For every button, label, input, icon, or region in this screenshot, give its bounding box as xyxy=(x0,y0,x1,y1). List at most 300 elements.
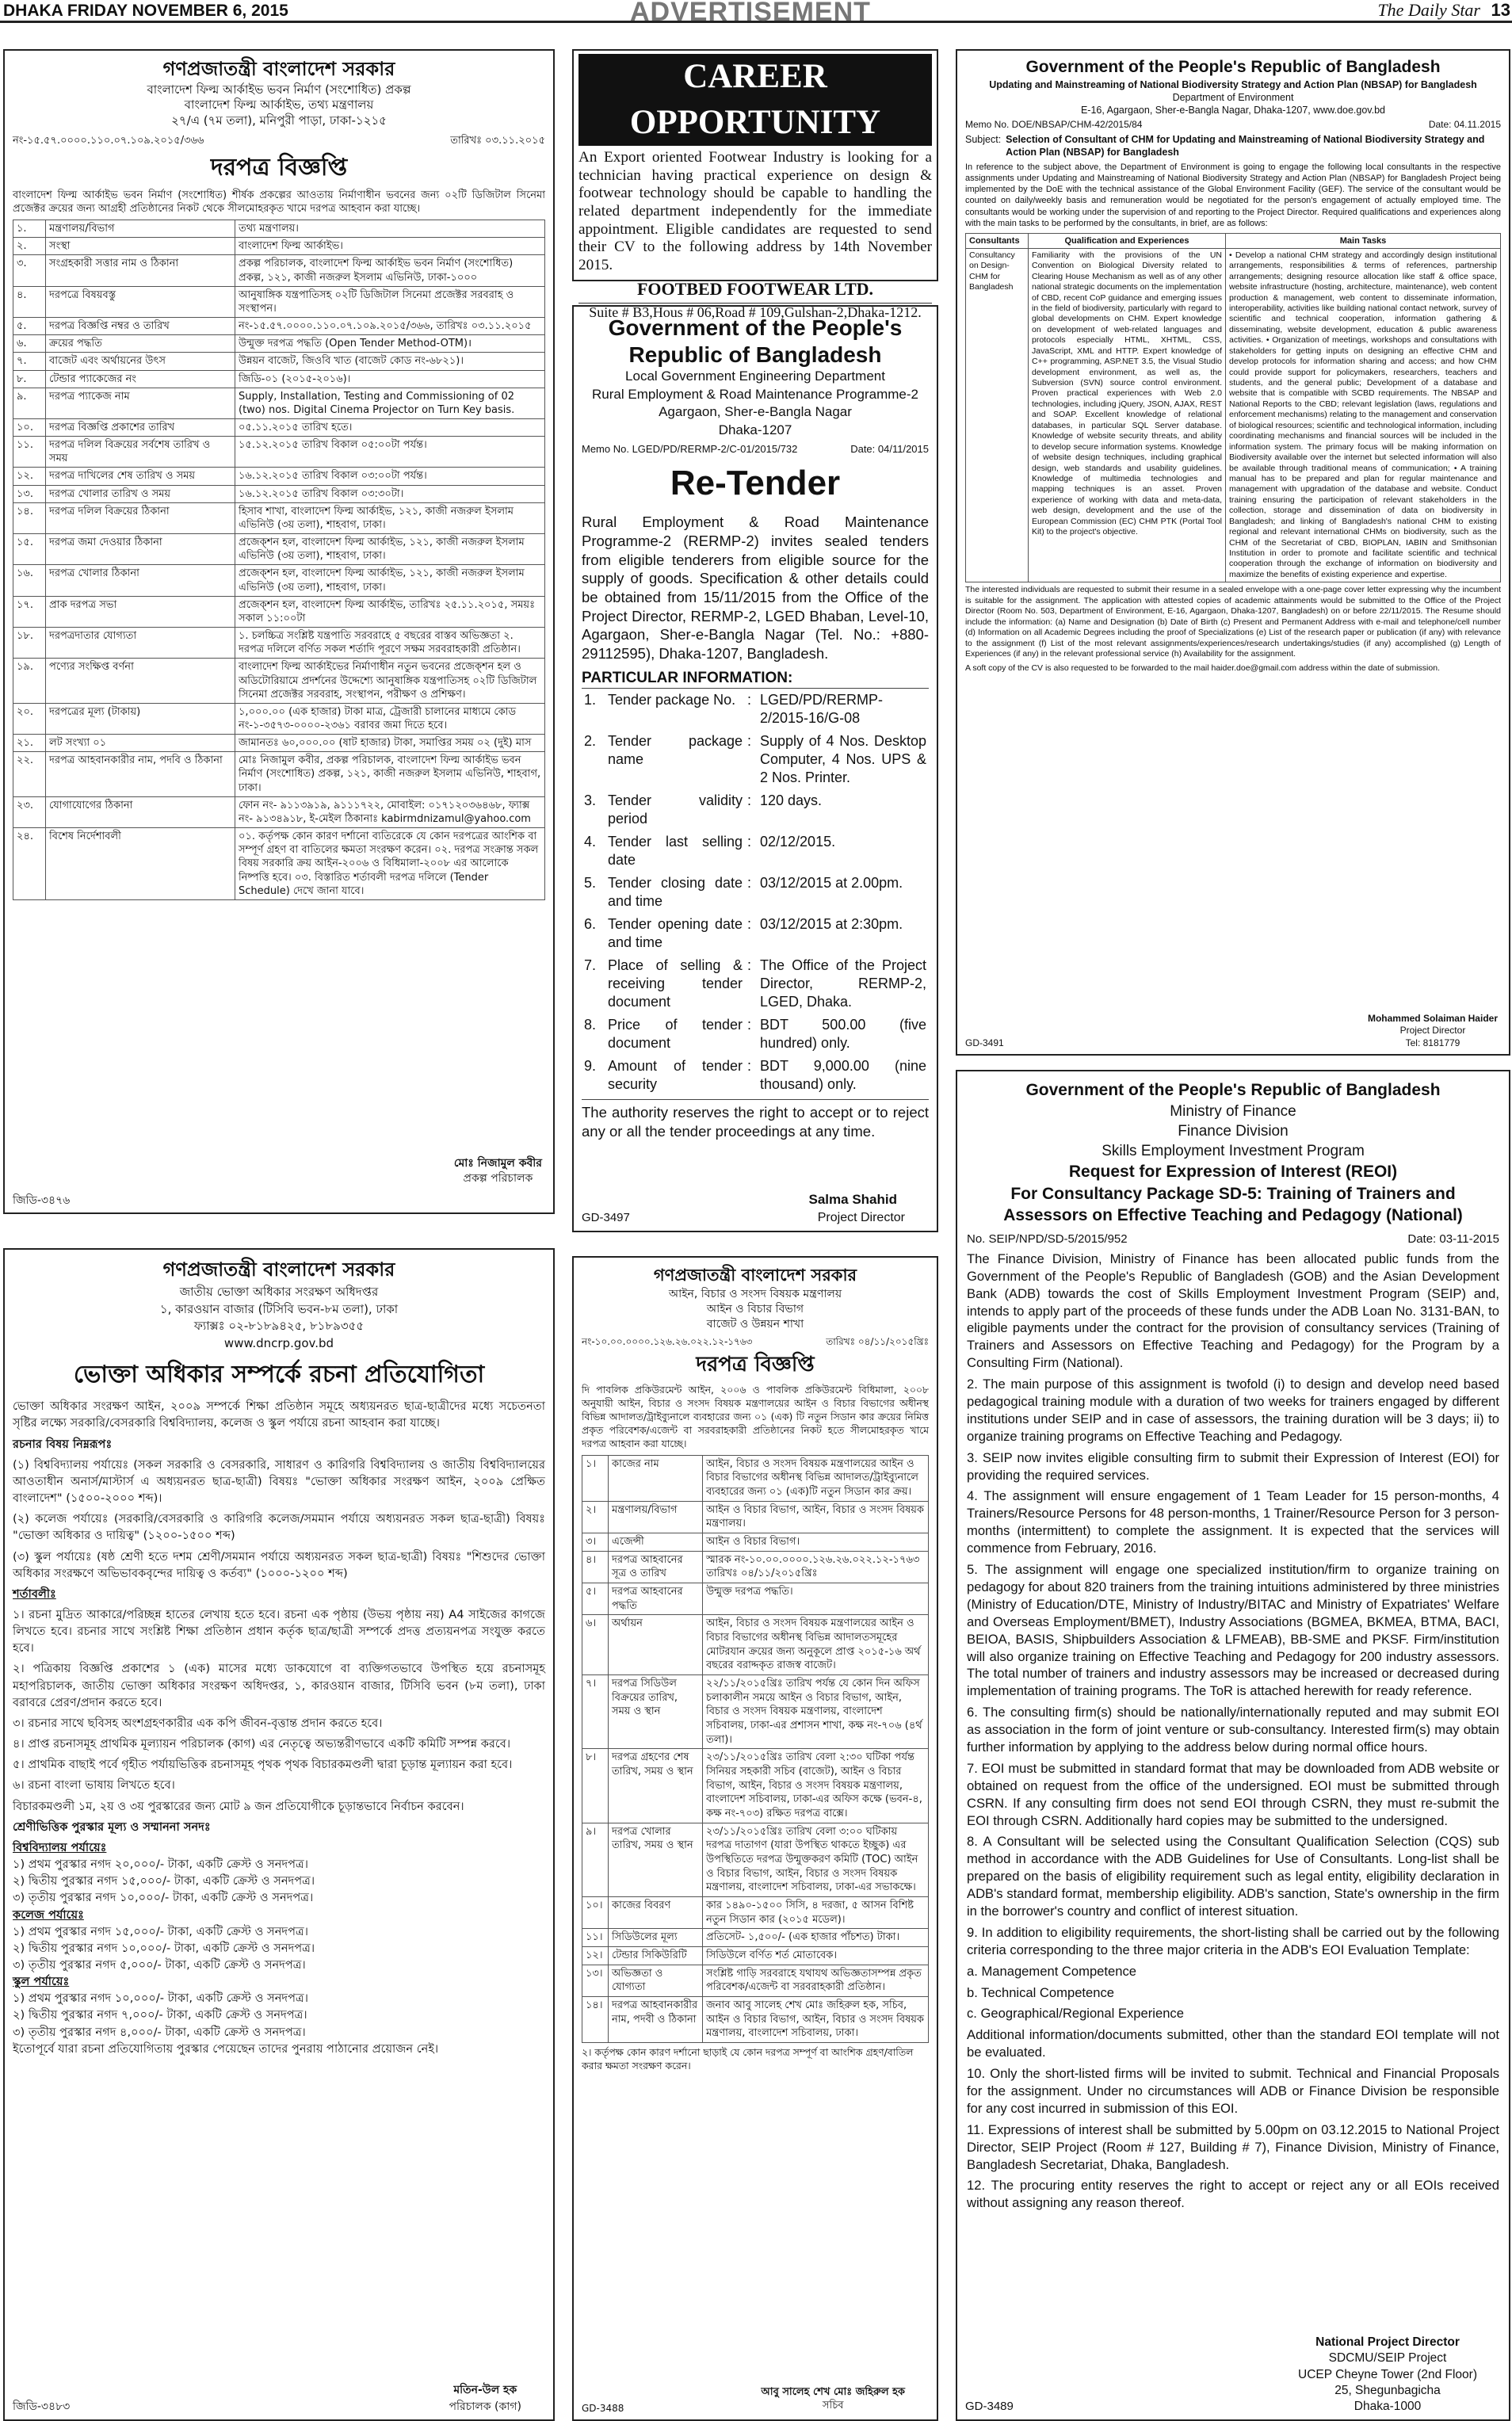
row-label: দরপত্র জমা দেওয়ার ঠিকানা xyxy=(46,534,235,565)
row-value: প্রকল্প পরিচালক, বাংলাদেশ ফিল্ম আর্কাইভ ভবন নির্মাণ (সংশোধিত) প্রকল্প, ১২১, কাজী নজরুল ইসলাম এভিনিউ, ঢাকা-১০০০ xyxy=(235,255,545,286)
ad-address: ২৭/এ (৭ম তলা), মনিপুরী পাড়া, ঢাকা-১২১৫ xyxy=(171,113,387,128)
row-value: BDT 9,000.00 (nine thousand) only. xyxy=(760,1058,926,1093)
ad-address: Agargaon, Sher-e-Bangla Nagar xyxy=(659,404,852,420)
table-row xyxy=(13,703,545,734)
table-row xyxy=(582,1533,929,1551)
row-number: 7. xyxy=(584,957,597,974)
table-row xyxy=(582,730,929,789)
separator: : xyxy=(747,732,752,749)
ad-notice-title: দরপত্র বিজ্ঞপ্তি xyxy=(696,1352,815,1377)
row-value: আইন, বিচার ও সংসদ বিষয়ক মন্ত্রণালয়ের আইন ও বিচার বিভাগের অধীনস্থ বিভিন্ন আদালত/ট্রাইব্যুনালে ব্যবহারের জন্য ০১ (এক)টি নতুন সিডান কার ক্রয়। xyxy=(703,1455,929,1501)
separator: : xyxy=(747,957,752,974)
ad-footer: ইতোপূর্বে যারা রচনা প্রতিযোগিতায় পুরস্কার পেয়েছেন তাদের পুনরায় পাঠানোর প্রয়োজন নেই। xyxy=(13,2041,439,2056)
ad-division: Finance Division xyxy=(1178,1122,1289,1140)
ad-ministry: আইন, বিচার ও সংসদ বিষয়ক মন্ত্রণালয় xyxy=(668,1287,842,1300)
row-number: ৬. xyxy=(13,335,46,353)
row-label: Tender closing date and time xyxy=(608,874,743,909)
table-row xyxy=(13,419,545,437)
row-value: LGED/PD/RERMP-2/2015-16/G-08 xyxy=(760,691,884,726)
row-value: 03/12/2015 at 2.00pm. xyxy=(760,874,903,891)
memo-number: নং-১৫.৫৭.০০০০.১১০.০৭.১০৯.২০১৫/৩৬৬ xyxy=(13,135,204,147)
row-label: বাজেট এবং অর্থায়নের উৎস xyxy=(46,353,235,370)
memo-date: Date: 04/11/2015 xyxy=(850,442,929,455)
ad-career-opportunity xyxy=(572,49,938,320)
row-label: দরপত্র প্যাকেজ নাম xyxy=(46,388,235,418)
row-value: আইন ও বিচার বিভাগ। xyxy=(703,1533,929,1551)
row-value: জনাব আবু সালেহ শেখ মোঃ জহিরুল হক, সচিব, আইন ও বিচার বিভাগ, আইন, বিচার ও সংসদ বিষয়ক মন্ত্রণালয়, বাংলাদেশ সচিবালয়, ঢাকা। xyxy=(703,1997,929,2043)
row-number: ১২। xyxy=(582,1947,609,1965)
ad-department: Local Government Engineering Department xyxy=(625,368,885,384)
topics-heading: রচনার বিষয় নিম্নরূপঃ xyxy=(13,1437,113,1451)
ad-notice-title: ভোক্তা অধিকার সম্পর্কে রচনা প্রতিযোগিতা xyxy=(73,1360,485,1388)
signatory-name: Salma Shahid xyxy=(808,1191,897,1207)
signatory-title: পরিচালক (কাগ) xyxy=(449,2400,521,2413)
row-number: ৯। xyxy=(582,1823,609,1896)
ad-city: Dhaka-1207 xyxy=(718,422,792,437)
separator: : xyxy=(747,833,752,850)
ad-footer: The interested individuals are requested to submit their resume in a sealed envelope with a one-page cover letter expressing why the incumbent is suitable for the assignment. The application with attested copies of academic attainments would be submitted to the Office of the Project Director (Room No. 503, Department of Environment, E-16, Agargaon, Dhaka-1207, Bangladesh) on or before 22/11/2015. The Resume should include the information: (a) Name and Designation (b) Date of Birth (c) Present and Permanent Address with e-mail and telephone/cell number (d) Information on all Academic Degrees including the proof of Specializations (e) List of the research paper or publication (if any) with relevance to the assignment (f) List of the most relevant assignments/experiences/research undertakings/studies (if any) accomplished (g) Length of Experiences (if any) in the relevant professional service (h) Availability for the assignment. xyxy=(965,585,1501,659)
row-number: ১৬. xyxy=(13,565,46,596)
row-value: প্রজেক্শন হল, বাংলাদেশ ফিল্ম আর্কাইভ, ১২১, কাজী নজরুল ইসলাম এভিনিউ (৩য় তলা), শাহবাগ, ঢাকা। xyxy=(235,565,545,596)
ad-program: Skills Employment Investment Program xyxy=(1102,1142,1365,1159)
list-item: ১) প্রথম পুরস্কার নগদ ১৫,০০০/- টাকা, একটি ক্রেস্ট ও সনদপত্র। xyxy=(13,1924,308,1938)
ad-gov-title: Government of the People's Republic of Bangladesh xyxy=(1025,1081,1441,1099)
ad-project-name: বাংলাদেশ ফিল্ম আর্কাইভ ভবন নির্মাণ (সংশোধিত) প্রকল্প xyxy=(147,82,411,97)
row-number: ১। xyxy=(582,1455,609,1501)
qualification-cell: Familiarity with the provisions of the UN Convention on Biological Diversity related to Clearing House Mechanism as well as of any other national strategic documents on the implementation of CBD, recent CoP guidance and emerging issues in the field of biodiversity, particularly with regard to global developments on CHM. Expert knowledge on development of web-related languages and protocols especially HTML, XHTML, CSS, JavaScript, XML and HTTP. Expert knowledge of C++ programming, ASP.NET 3.5, the Visual Studio development environment, as well as, the Subversion (SVN) source control environment. Proven practical experiences with Web 2.0 technologies, including jQuery, JSON, AJAX, REST and SOAP. Excellent knowledge of relational databases, in particular SQL Server database. Knowledge of website security threats, and ability to develop secure information systems. Knowledge of website design techniques, including graphical design, web standards and usability guidelines. Knowledge of multimedia technologies and mapping techniques is an asset. Proven experience of working with data and meta-data, web design, development and the use of the European Commission (EC) CHM PTK (Portal Tool Kit) to the project's objective. xyxy=(1029,248,1226,582)
list-item: ২) দ্বিতীয় পুরস্কার নগদ ৭,০০০/- টাকা, একটি ক্রেস্ট ও সনদপত্র। xyxy=(13,2008,307,2022)
row-number: ২২. xyxy=(13,752,46,796)
row-number: ১৭. xyxy=(13,596,46,627)
table-row xyxy=(13,220,545,238)
list-item: স্কুল পর্যায়েঃ xyxy=(13,1975,70,1989)
table-row xyxy=(582,1675,929,1749)
separator: : xyxy=(747,874,752,891)
signatory-office: SDCMU/SEIP Project xyxy=(1328,2351,1447,2366)
reoi-body xyxy=(967,1251,1499,2212)
row-label: ক্রয়ের পদ্ধতি xyxy=(46,335,235,353)
row-value: সংশ্লিষ্ট গাড়ি সরবরাহে যথাযথ অভিজ্ঞতাসম্পন্ন প্রকৃত পরিবেশক/এজেন্ট বা সরবরাহকারী প্রতিষ্ঠান। xyxy=(703,1965,929,1996)
row-label: দরপত্র খোলার তারিখ ও সময় xyxy=(46,485,235,502)
row-label: দরপত্র দলিল বিক্রয়ের ঠিকানা xyxy=(46,502,235,533)
ad-division: আইন ও বিচার বিভাগ xyxy=(706,1302,804,1316)
signature-block xyxy=(809,1191,897,1209)
table-row xyxy=(13,238,545,255)
table-row xyxy=(13,335,545,353)
table-row xyxy=(13,318,545,335)
ad-branch: বাজেট ও উন্নয়ন শাখা xyxy=(706,1317,804,1331)
row-number: 2. xyxy=(584,732,597,749)
career-title: CAREER OPPORTUNITY xyxy=(578,54,932,146)
career-body: An Export oriented Footwear Industry is looking for a technician having practical experience on design & footwear technology should be capable to handling the related department independently for the immediate appointment. Eligible candidates are requested to send their CV to the following address by 14th November 2015. xyxy=(578,149,932,273)
table-row xyxy=(13,255,545,286)
row-value: তথ্য মন্ত্রণালয়। xyxy=(235,220,545,238)
signatory-title: সচিব xyxy=(822,2400,844,2412)
row-value: নং-১৫.৫৭.০০০০.১১০.০৭.১০৯.২০১৫/৩৬৬, তারিখঃ ০৩.১১.২০১৫ xyxy=(235,318,545,335)
row-value: ২৩/১১/২০১৫খ্রিঃ তারিখ বেলা ৩:০০ ঘটিকায় দরপত্র দাতাগণ (যারা উপস্থিত থাকতে ইচ্ছুক) এর উপস্থিতিতে দরপত্র উন্মুক্তকরণ কমিটি (TOC) আইন ও বিচার বিভাগ, আইন, বিচার ও সংসদ বিষয়ক মন্ত্রণালয়, বাংলাদেশ সচিবালয়, ঢাকা-এর সভাকক্ষে। xyxy=(703,1823,929,1896)
row-label: লট সংখ্যা ০১ xyxy=(46,735,235,752)
particulars-table xyxy=(582,689,929,1097)
signatory-title: প্রকল্প পরিচালক xyxy=(463,1171,533,1185)
row-value: মোঃ নিজামুল কবীর, প্রকল্প পরিচালক, বাংলাদেশ ফিল্ম আর্কাইভ ভবন নির্মাণ (সংশোধিত) প্রকল্প, ১২১, কাজী নজরুল ইসলাম এভিনিউ, শাহবাগ, ঢাকা। xyxy=(235,752,545,796)
row-number: ২। xyxy=(582,1501,609,1533)
ad-note: ২। কর্তৃপক্ষ কোন কারণ দর্শানো ছাড়াই যে কোন দরপত্র সম্পূর্ণ বা আংশিক গ্রহণ/বাতিল করার ক্ষমতা সংরক্ষণ করেন। xyxy=(582,2046,914,2072)
row-value: Supply of 4 Nos. Desktop Computer, 4 Nos. UPS & 2 Nos. Printer. xyxy=(760,732,926,785)
row-value: ১৫.১২.২০১৫ তারিখ বিকাল ০৫:০০টা পর্যন্ত। xyxy=(235,437,545,468)
row-value: হিসাব শাখা, বাংলাদেশ ফিল্ম আর্কাইভ, ১২১, কাজী নজরুল ইসলাম এভিনিউ (৩য় তলা), শাহবাগ, ঢাকা। xyxy=(235,502,545,533)
table-row xyxy=(582,1551,929,1583)
list-item: 11. Expressions of interest shall be submitted by 5.00pm on 03.12.2015 to National Project Director, SEIP Project (Room # 127, Building # 7), Finance Division, Ministry of Finance, Bangladesh Secretariat, Dhaka, Bangladesh. xyxy=(967,2121,1499,2172)
list-item: 5. The assignment will engage one specialized institution/firm to organize training on pedagogy for about 820 trainers from the training intuitions administered by three ministries (Ministry of Education/DTE, Ministry of Industry/BITAC and Ministry of Expatriates' Welfare and Overseas Employment/BMET), Industry Associations (BGMEA, BKMEA, BTMA, BACI, BEIOA, BASIS, Shipbuilders Association & LFMEAB), BB-SME and PKSF. Firm/institution will also organize training on Effective Teaching and Pedagogy for 200 industry assessors. The total number of trainers and industry assessors may be increased or decreased during implementation of training programs. The ToR is attached herewith for ready reference. xyxy=(967,1562,1499,1699)
gd-number: জিডি-৩৪৮৩ xyxy=(13,2400,71,2413)
list-item: 4. The assignment will ensure engagement of 1 Team Leader for 15 person-months, 4 Trainers/Resource Persons for 48 person-months, 1 Trainer/Resource Person for 3 person-months (intermittent) to complete the assignment. It is expected that the services will commence from February, 2016. xyxy=(967,1488,1499,1556)
signatory-tel: Tel: 8181779 xyxy=(1405,1037,1460,1048)
row-value: আইন ও বিচার বিভাগ, আইন, বিচার ও সংসদ বিষয়ক মন্ত্রণালয়। xyxy=(703,1501,929,1533)
row-label: পণ্যের সংক্ষিপ্ত বর্ণনা xyxy=(46,659,235,703)
list-item: 2. The main purpose of this assignment is twofold (i) to design and develop need based pedagogical training module with a duration of two weeks for trainers engaged by different institutions under SEIP and in case of assessors, the training duration will be 3 days; ii) to organize training programs on Effective Teaching and Pedagogy. xyxy=(967,1377,1499,1444)
row-label: দরপত্র গ্রহণের শেষ তারিখ, সময় ও স্থান xyxy=(609,1749,703,1823)
row-value: ২২/১১/২০১৫খ্রিঃ তারিখ পর্যন্ত যে কোন দিন অফিস চলাকালীন সময়ে আইন ও বিচার বিভাগ, আইন, বিচার ও সংসদ বিষয়ক মন্ত্রণালয়, বাংলাদেশ সচিবালয়, ঢাকা-এর প্রশাসন শাখা, কক্ষ নং-৭০৬ (৪র্থ তলা)। xyxy=(703,1675,929,1749)
page-number: 13 xyxy=(1491,0,1510,20)
col-main-tasks: Main Tasks xyxy=(1226,233,1501,248)
row-number: ১১. xyxy=(13,437,46,468)
row-number: ৯. xyxy=(13,388,46,418)
table-row xyxy=(13,468,545,485)
row-label: মন্ত্রণালয়/বিভাগ xyxy=(609,1501,703,1533)
row-number: ১৩। xyxy=(582,1965,609,1996)
row-number: 5. xyxy=(584,874,597,891)
row-number: ১৫. xyxy=(13,534,46,565)
ad-film-archive-tender xyxy=(3,49,555,1214)
table-row xyxy=(582,913,929,954)
ad-department: Department of Environment xyxy=(1172,91,1294,103)
row-label: Tender validity period xyxy=(608,792,743,827)
ad-address: ১, কারওয়ান বাজার (টিসিবি ভবন-৮ম তলা), ঢাকা xyxy=(159,1301,399,1316)
row-label: দরপত্র খোলার তারিখ, সময় ও স্থান xyxy=(609,1823,703,1896)
row-value: ১. চলচ্চিত্র সংশ্লিষ্ট যন্ত্রপাতি সরবরাহে ৫ বছরের বাস্তব অভিজ্ঞতা ২. দরপত্র দলিলে বর্ণিত সকল শর্তাদি পূরণে সক্ষম সরবরাহকারী প্রতিষ্ঠান। xyxy=(235,628,545,659)
row-label: Tender opening date and time xyxy=(608,915,743,950)
row-number: ১০। xyxy=(582,1897,609,1929)
table-row xyxy=(582,831,929,872)
row-label: কাজের নাম xyxy=(609,1455,703,1501)
gd-number: GD-3488 xyxy=(582,2402,624,2414)
ad-gov-title: গণপ্রজাতন্ত্রী বাংলাদেশ সরকার xyxy=(653,1266,857,1285)
row-label: Tender package No. xyxy=(608,691,736,708)
row-number: ৩. xyxy=(13,255,46,286)
row-number: ১২. xyxy=(13,468,46,485)
list-item: ৪। প্রাপ্ত রচনাসমূহ প্রাথমিক মূল্যায়ন পরিচালক (কাগ) এর নেতৃত্বে অভ্যন্তরীণভাবে একটি কমিটি সম্পন্ন করবে। xyxy=(13,1737,511,1751)
gd-number: GD-3489 xyxy=(965,2400,1014,2414)
row-number: ১৮. xyxy=(13,628,46,659)
ad-footer-email: A soft copy of the CV is also requested to be forwarded to the mail haider.doe@gmail.com address within the date of submission. xyxy=(965,663,1440,674)
row-label: দরপত্র দাখিলের শেষ তারিখ ও সময় xyxy=(46,468,235,485)
row-value: The Office of the Project Director, RERMP-2, LGED, Dhaka. xyxy=(760,957,926,1010)
list-item: ৩) তৃতীয় পুরস্কার নগদ ৫,০০০/- টাকা, একটি ক্রেস্ট ও সনদপত্র। xyxy=(13,1957,306,1972)
list-item: ১) প্রথম পুরস্কার নগদ ১০,০০০/- টাকা, একটি ক্রেস্ট ও সনদপত্র। xyxy=(13,1991,308,2006)
row-number: ১৪। xyxy=(582,1997,609,2043)
list-item: (২) কলেজ পর্যায়েঃ (সরকারি/বেসরকারি ও কারিগরি কলেজ/সমমান পর্যায়ে অধ্যয়নরত সকল ছাত্র-ছাত্রী) বিষয়ঃ "ভোক্তা অধিকার ও দায়িত্ব" (১২০০-১৫০০ শব্দ) xyxy=(13,1512,545,1543)
signatory-address-3: Dhaka-1000 xyxy=(1354,2399,1422,2413)
ad-intro: ভোক্তা অধিকার সংরক্ষণ আইন, ২০০৯ সম্পর্কে শিক্ষা প্রতিষ্ঠান সমূহে অধ্যয়নরত ছাত্র-ছাত্রীদের মধ্যে সচেতনতা সৃষ্টির লক্ষ্যে সরকারি/বেসরকারি বিশ্ববিদ্যালয়, কলেজ ও স্কুল পর্যায়ে রচনা আহবান করা যাচ্ছে। xyxy=(13,1400,545,1430)
table-row xyxy=(582,872,929,913)
list-item: 10. Only the short-listed firms will be invited to submit. Technical and Financial Proposals for the assignment. Under no circumstances will ADB or Finance Division be responsible for any cost incurred in submission of this EOI. xyxy=(967,2066,1499,2116)
ad-doe-nbsap xyxy=(956,49,1510,1056)
ad-footer: The authority reserves the right to accept or to reject any or all the tender proceedings at any time. xyxy=(582,1099,929,1140)
table-row xyxy=(13,534,545,565)
row-number: ২১. xyxy=(13,735,46,752)
separator: : xyxy=(747,792,752,808)
row-number: ১০. xyxy=(13,419,46,437)
tender-table xyxy=(582,1455,929,2044)
row-value: Supply, Installation, Testing and Commissioning of 02 (two) nos. Digital Cinema Projector on Turn Key basis. xyxy=(235,388,545,418)
row-label: Tender last selling date xyxy=(608,833,743,868)
table-row xyxy=(582,689,929,730)
row-number: ৭. xyxy=(13,353,46,370)
gd-number: GD-3497 xyxy=(582,1211,630,1225)
row-label: বিশেষ নির্দেশাবলী xyxy=(46,828,235,900)
row-number: 6. xyxy=(584,915,597,932)
ad-notice-title: Re-Tender xyxy=(670,464,841,503)
table-row xyxy=(582,1014,929,1055)
separator: : xyxy=(747,1017,752,1033)
memo-date: Date: 03-11-2015 xyxy=(1407,1232,1499,1247)
row-number: ১১। xyxy=(582,1929,609,1947)
newspaper-logo: The Daily Star xyxy=(1377,0,1480,20)
row-value: ১,০০০.০০ (এক হাজার) টাকা মাত্র, ট্রেজারী চালানের মাধ্যমে কোড নং-১-৩৫৭৩-০০০০-২৩৬১ বরাবর জমা দিতে হবে। xyxy=(235,703,545,734)
consultant-table xyxy=(965,233,1501,583)
row-value: বাংলাদেশ ফিল্ম আর্কাইভের নির্মাণাধীন নতুন ভবনের প্রজেক্শন হল ও অডিটোরিয়ামে প্রদর্শনের উদ্দেশ্যে আনুষাঙ্গিক যন্ত্রপাতিসহ ০২টি ডিজিটাল সিনেমা প্রজেক্টর সরবরাহ, সংস্থাপন, পরীক্ষণ ও প্রশিক্ষণ। xyxy=(235,659,545,703)
row-label: এজেন্সী xyxy=(609,1533,703,1551)
ad-intro: বাংলাদেশ ফিল্ম আর্কাইভ ভবন নির্মাণ (সংশোধিত) শীর্ষক প্রকল্পের আওতায় নির্মাণাধীন ভবনের জন্য ০২টি ডিজিটাল সিনেমা প্রজেক্টর ক্রয়ের জন্য আগ্রহী প্রতিষ্ঠানের নিকট থেকে সীলমোহরকৃত খামে দরপত্র আহবান করা যাচ্ছে। xyxy=(13,189,545,215)
list-item: a. Management Competence xyxy=(967,1963,1137,1979)
table-row xyxy=(13,388,545,418)
table-row xyxy=(582,1897,929,1929)
ad-gov-title: Government of the People's Republic of Bangladesh xyxy=(608,315,903,367)
gd-number: GD-3491 xyxy=(965,1037,1004,1048)
list-item: c. Geographical/Regional Experience xyxy=(967,2006,1184,2022)
signature-block xyxy=(1298,2335,1477,2415)
row-number: ১৩. xyxy=(13,485,46,502)
ad-intro: দি পাবলিক প্রকিউরমেন্ট আইন, ২০০৬ ও পাবলিক প্রকিউরমেন্ট বিধিমালা, ২০০৮ অনুযায়ী আইন, বিচার ও সংসদ বিষয়ক মন্ত্রণালয়ের আইন ও বিচার বিভাগের অধীনস্থ বিভিন্ন আদালত/ট্রাইব্যুনালে ব্যবহারের জন্য ০১ (এক) টি নতুন সিডান কার ক্রয়ের নিমিত্ত প্রকৃত পরিবেশক/এজেন্ট বা সরবরাহকারী প্রতিষ্ঠানের নিকট হতে সীলমোহরকৃত খামে দরপত্র আহবান করা যাচ্ছে। xyxy=(582,1384,929,1449)
ad-department: জাতীয় ভোক্তা অধিকার সংরক্ষণ অধিদপ্তর xyxy=(179,1284,379,1299)
row-value: প্রতিসেট- ১,৫০০/- (এক হাজার পাঁচশত) টাকা। xyxy=(703,1929,929,1947)
page-header xyxy=(0,0,1512,27)
list-item: ৩) তৃতীয় পুরস্কার নগদ ১০,০০০/- টাকা, একটি ক্রেস্ট ও সনদপত্র। xyxy=(13,1891,314,1905)
signature-block xyxy=(454,1156,542,1186)
ad-gov-title: গণপ্রজাতন্ত্রী বাংলাদেশ সরকার xyxy=(162,58,395,80)
row-number: ৫। xyxy=(582,1583,609,1614)
signature-block xyxy=(761,2385,905,2413)
list-item: ২। পত্রিকায় বিজ্ঞপ্তি প্রকাশের ১ (এক) মাসের মধ্যে ডাকযোগে বা ব্যক্তিগতভাবে উপস্থিত হয়ে রচনাসমূহ মহাপরিচালক, জাতীয় ভোক্তা অধিকার সংরক্ষণ অধিদপ্তর, ১, কারওয়ান বাজার, টিসিবি ভবন (৮ম তলা), ঢাকা বরাবরে প্রেরণ/প্রদান করতে হবে। xyxy=(13,1662,545,1709)
tasks-cell: • Develop a national CHM strategy and accordingly design institutional arrangements, responsibilities & terms of references, partnership arrangements; designing resource allocation like staff & office space, website infrastructure (hosting, architecture, maintenance), web content production & management, web content to disseminate information, interoperability, activities like building national contact network, survey of scientific and technical cooperation, information gathering & disseminating, website development, education & public awareness activities. • Organization of meetings, workshops and consultations with stakeholders for getting inputs on designing an effective CHM and develop protocols for information sharing and access; and how CHM could provide support for policymakers, researchers, teachers and students, and the general public; Development of a database and website that is compatible with SCBD requirements. The NBSAP and National Reports to the CBD; relevant legislation (laws, regulations and enforcement mechanisms) relating to the management and conservation of biological resources; scientific and technological information, including coordinating mechanisms and financial sources will be included in the information system. The primary focus will be making information on Biodiversity available over the internet but selected information will also be available through traditional means of communication; • A training manual has to be prepared and plan for regular maintenance and management with upgradation of the database and website. Conduct training ensuring the participation of relevant stakeholders in the collection, storage and dissemination of data on biodiversity in Bangladesh; and linking of Bangladesh's national CHM to existing regional and relevant international CHMs on biodiversity, such as the CHM of the Secretariat of CBD, BIOPLAN, IABIN and Smithsonian Institution in order to promote and facilitate scientific and technical cooperation through the exchange of information on biodiversity and maximize the benefits of existing experience and expertise. xyxy=(1226,248,1501,582)
company-address: Suite # B3,Hous # 06,Road # 109,Gulshan-2,Dhaka-1212. xyxy=(578,303,932,323)
row-value: ফোন নং- ৯১১৩৯১৯, ৯১১১৭২২, মোবাইল: ০১৭১২০৩৬৪৬৮, ফ্যাক্স নং- ৯১৩৪৯১৮, ই-মেইল ঠিকানাঃ kabirmdnizamul@yahoo.com xyxy=(235,796,545,827)
prize-heading: শ্রেণীভিত্তিক পুরস্কার মূল্য ও সম্মাননা সনদঃ xyxy=(13,1820,211,1834)
ad-notice-title: Request for Expression of Interest (REOI) xyxy=(1068,1162,1398,1181)
separator: : xyxy=(747,915,752,932)
row-number: ৪। xyxy=(582,1551,609,1583)
rules-list xyxy=(13,1606,545,1794)
row-number: ২৪. xyxy=(13,828,46,900)
row-label: দরপত্রের মূল্য (টাকায়) xyxy=(46,703,235,734)
row-number: ৮। xyxy=(582,1749,609,1823)
row-label: দরপত্র আহবানকারীর নাম, পদবী ও ঠিকানা xyxy=(609,1997,703,2043)
row-label: দরপত্র বিজ্ঞপ্তি প্রকাশের তারিখ xyxy=(46,419,235,437)
row-value: বাংলাদেশ ফিল্ম আর্কাইভ। xyxy=(235,238,545,255)
ad-body: Rural Employment & Road Maintenance Programme-2 (RERMP-2) invites sealed tenders from eligible tenderers from eligible source for the supply of goods. Specification & other details could be obtained from 15/11/2015 from the Office of the Project Director, RERMP-2, LGED Bhaban, Level-10, Agargaon, Sher-e-Bangla Nagar (Tel. No.: +880-29112595), Dhaka-1207, Bangladesh. xyxy=(582,514,929,662)
table-row xyxy=(582,1455,929,1501)
row-label: দরপত্রে বিষয়বস্তু xyxy=(46,286,235,317)
table-row xyxy=(582,1615,929,1675)
ad-ministry: বাংলাদেশ ফিল্ম আর্কাইভ, তথ্য মন্ত্রণালয় xyxy=(184,97,374,113)
row-number: ৫. xyxy=(13,318,46,335)
signatory-address-1: UCEP Cheyne Tower (2nd Floor) xyxy=(1298,2367,1477,2381)
list-item: ২) দ্বিতীয় পুরস্কার নগদ ১০,০০০/- টাকা, একটি ক্রেস্ট ও সনদপত্র। xyxy=(13,1941,315,1955)
ad-re-tender-lged xyxy=(572,305,938,1232)
table-row xyxy=(582,1965,929,1996)
prize-list xyxy=(13,1839,545,2041)
dateline: DHAKA FRIDAY NOVEMBER 6, 2015 xyxy=(3,2,288,20)
signatory-name: আবু সালেহ শেখ মোঃ জহিরুল হক xyxy=(761,2385,905,2398)
signatory-name: মতিন-উল হক xyxy=(453,2384,517,2397)
row-label: প্রাক দরপত্র সভা xyxy=(46,596,235,627)
table-row xyxy=(13,828,545,900)
row-value: 120 days. xyxy=(760,792,823,808)
list-item: (১) বিশ্ববিদ্যালয় পর্যায়েঃ (সকল সরকারি ও বেসরকারি, সাধারণ ও কারিগরি বিশ্ববিদ্যালয় ও জাতীয় বিশ্ববিদ্যালয়ের আওতাধীন অনার্স/মাস্টার্স এ অধ্যয়নরত ছাত্র-ছাত্রী) বিষয়ঃ "ভোক্তা অধিকার সংরক্ষণ আইন, ২০০৯ প্রেক্ষিত বাংলাদেশ" (১৫০০-২০০০ শব্দ)। xyxy=(13,1457,545,1506)
memo-date: তারিখঃ ০৩.১১.২০১৫ xyxy=(450,135,545,147)
table-row xyxy=(582,954,929,1014)
list-item: 3. SEIP now invites eligible consulting firm to submit their Expression of Interest (EOI) for providing the required services. xyxy=(967,1449,1499,1483)
section-title: ADVERTISEMENT xyxy=(630,0,871,27)
table-row xyxy=(13,485,545,502)
table-row xyxy=(13,628,545,659)
table-row xyxy=(13,565,545,596)
row-value: ১৬.১২.২০১৫ তারিখ বিকাল ০৩:৩০টা। xyxy=(235,485,545,502)
row-label: কাজের বিবরণ xyxy=(609,1897,703,1929)
table-row xyxy=(13,735,545,752)
list-item: বিশ্ববিদ্যালয় পর্যায়েঃ xyxy=(13,1840,107,1854)
list-item: The Finance Division, Ministry of Finance has been allocated public funds from the Government of the People's Republic of Bangladesh (GOB) and the Asian Development Bank (ADB) towards the cost of Skills Employment Investment Program (SEIP) and, intends to apply part of the proceeds of these funds under the ADB Loan No. 3131-BAN, to eligible payments under the contract for the provision of consultancy services (Training of Trainers and Assessors on Effective Teaching and Pedagogy) for the Program by a Consulting Firm (National). xyxy=(967,1251,1499,1371)
row-number: ২৩. xyxy=(13,796,46,827)
ad-notice-title: দরপত্র বিজ্ঞপ্তি xyxy=(210,154,348,182)
row-value: জিডি-০১ (২০১৫-২০১৬)। xyxy=(235,370,545,388)
table-row xyxy=(13,752,545,796)
memo-number: Memo No. LGED/PD/RERMP-2/C-01/2015/732 xyxy=(582,442,798,455)
ad-package-title: For Consultancy Package SD-5: Training of Trainers and Assessors on Effective Teaching and Pedagogy (National) xyxy=(1003,1184,1463,1225)
list-item: ১। রচনা মুদ্রিত আকারে/পরিচ্ছন্ন হাতের লেখায় হতে হবে। রচনা এক পৃষ্ঠায় (উভয় পৃষ্ঠায় নয়) A4 সাইজের কাগজে লিখতে হবে। রচনার সাথে সংশ্লিষ্ট শিক্ষা প্রতিষ্ঠান প্রধান কর্তৃক ছাত্র/ছাত্রী সম্পর্কে প্রদত্ত প্রত্যয়নপত্র সংযুক্ত করতে হবে। xyxy=(13,1608,545,1655)
row-value: উন্নয়ন বাজেট, জিওবি খাত (বাজেট কোড নং-৬৮২১)। xyxy=(235,353,545,370)
list-item: ৫। প্রাথমিক বাছাই পর্বে গৃহীত পর্যায়ভিত্তিক রচনাসমূহ পৃথক পৃথক বিচারকমণ্ডলী দ্বারা চূড়ান্ত মূল্যায়ন করা হবে। xyxy=(13,1758,513,1772)
signatory-title: Project Director xyxy=(1399,1025,1466,1037)
row-value: 03/12/2015 at 2:30pm. xyxy=(760,915,903,932)
rules-heading: শর্তাবলীঃ xyxy=(13,1587,56,1601)
table-row xyxy=(582,1947,929,1965)
table-row xyxy=(582,1055,929,1096)
row-label: দরপত্র আহবানের পদ্ধতি xyxy=(609,1583,703,1614)
row-value: কার ১৪৯০-১৫০০ সিসি, ৪ দরজা, ৫ আসন বিশিষ্ট নতুন সিডান কার (২০১৫ মডেল)। xyxy=(703,1897,929,1929)
memo-number: Memo No. DOE/NBSAP/CHM-42/2015/84 xyxy=(965,118,1143,130)
row-value: জামানতঃ ৬০,০০০.০০ (ষাট হাজার) টাকা, সমাপ্তির সময় ০২ (দুই) মাস xyxy=(235,735,545,752)
prize-note: বিচারকমণ্ডলী ১ম, ২য় ও ৩য় পুরস্কারের জন্য মোট ৯ জন প্রতিযোগীকে চূড়ান্তভাবে নির্বাচন করবেন। xyxy=(13,1799,464,1813)
row-label: দরপত্র আহবানকারীর নাম, পদবি ও ঠিকানা xyxy=(46,752,235,796)
row-label: দরপত্র খোলার ঠিকানা xyxy=(46,565,235,596)
ad-ministry: Ministry of Finance xyxy=(1170,1102,1296,1120)
row-label: মন্ত্রণালয়/বিভাগ xyxy=(46,220,235,238)
table-row xyxy=(13,659,545,703)
row-value: প্রজেক্শন হল, বাংলাদেশ ফিল্ম আর্কাইভ, তারিখঃ ২৫.১১.২০১৫, সময়ঃ সকাল ১১:০০টা xyxy=(235,596,545,627)
row-number: ৩। xyxy=(582,1533,609,1551)
ad-address: E-16, Agargaon, Sher-e-Bangla Nagar, Dhaka-1207, www.doe.gov.bd xyxy=(1080,104,1386,116)
consultant-cell: Consultancy on Design-CHM for Bangladesh xyxy=(966,248,1029,582)
list-item: Additional information/documents submitted, other than the standard EOI template will not be evaluated. xyxy=(967,2027,1499,2060)
list-item: ৩। রচনার সাথে ছবিসহ অংশগ্রহণকারীর এক কপি জীবন-বৃত্তান্ত প্রদান করতে হবে। xyxy=(13,1716,383,1730)
list-item: ২) দ্বিতীয় পুরস্কার নগদ ১৫,০০০/- টাকা, একটি ক্রেস্ট ও সনদপত্র। xyxy=(13,1874,315,1888)
list-item: 7. EOI must be submitted in standard format that may be downloaded from ADB website or obtained on request from the office of the undersigned. EOI must be submitted through CSRN. If any consulting firm does not send EOI through CSRN, they must re-submit the EOI through CSRN. Additionally hard copies may be submitted to the undersigned. xyxy=(967,1760,1499,1828)
row-label: সিডিউলের মূল্য xyxy=(609,1929,703,1947)
row-label: টেন্ডার প্যাকেজের নং xyxy=(46,370,235,388)
signatory-name: Mohammed Solaiman Haider xyxy=(1367,1012,1498,1024)
row-label: টেন্ডার সিকিউরিটি xyxy=(609,1947,703,1965)
gd-number: জিডি-৩৪৭৬ xyxy=(13,1193,71,1207)
row-number: ২. xyxy=(13,238,46,255)
memo-date: তারিখঃ ০৪/১১/২০১৫খ্রিঃ xyxy=(826,1335,929,1347)
row-label: Price of tender document xyxy=(608,1017,743,1052)
row-label: Tender package name xyxy=(608,732,743,767)
row-value: 02/12/2015. xyxy=(760,833,836,850)
list-item: 12. The procuring entity reserves the right to accept or reject any or all EOIs received without assigning any reason thereof. xyxy=(967,2178,1499,2211)
memo-number: নং-১০.০০.০০০০.১২৬.২৬.০২২.১২-১৭৬৩ xyxy=(582,1335,753,1347)
signatory-address-2: 25, Shegunbagicha xyxy=(1334,2383,1441,2397)
row-value: আইন, বিচার ও সংসদ বিষয়ক মন্ত্রণালয়ের আইন ও বিচার বিভাগের অধীনস্থ বিভিন্ন আদালতসমূহের মোটরযান ক্রয়ের জন্য অনুকূলে প্রাপ্ত ২০১৫-১৬ অর্থ বছরের বরাদ্দকৃত রাজস্ব বাজেট। xyxy=(703,1615,929,1675)
table-row xyxy=(582,1749,929,1823)
table-row xyxy=(13,370,545,388)
row-number: ১৯. xyxy=(13,659,46,703)
row-label: দরপত্র বিজ্ঞপ্তি নম্বর ও তারিখ xyxy=(46,318,235,335)
table-row xyxy=(13,286,545,317)
memo-date: Date: 04.11.2015 xyxy=(1428,118,1501,130)
row-number: ১৪. xyxy=(13,502,46,533)
table-row xyxy=(13,596,545,627)
signature-block xyxy=(449,2382,521,2415)
table-row xyxy=(582,1929,929,1947)
row-label: দরপত্র আহবানের সূত্র ও তারিখ xyxy=(609,1551,703,1583)
row-label: দরপত্র দলিল বিক্রয়ের সর্বশেষ তারিখ ও সময় xyxy=(46,437,235,468)
list-item: ৩) তৃতীয় পুরস্কার নগদ ৪,০০০/- টাকা, একটি ক্রেস্ট ও সনদপত্র। xyxy=(13,2025,306,2039)
list-item: 6. The consulting firm(s) should be nationally/internationally reputed and may submit EOI as association in the form of joint venture or sub-consultancy. Interested firm(s) may obtain further information by applying to the address below during normal office hours. xyxy=(967,1705,1499,1755)
memo-number: No. SEIP/NPD/SD-5/2015/952 xyxy=(967,1232,1128,1247)
row-value: প্রজেক্শন হল, বাংলাদেশ ফিল্ম আর্কাইভ, ১২১, কাজী নজরুল ইসলাম এভিনিউ (৩য় তলা), শাহবাগ, ঢাকা। xyxy=(235,534,545,565)
row-label: দরপত্রদাতার যোগ্যতা xyxy=(46,628,235,659)
ad-gov-title: গণপ্রজাতন্ত্রী বাংলাদেশ সরকার xyxy=(162,1258,395,1281)
row-number: ২০. xyxy=(13,703,46,734)
list-item: ৬। রচনা বাংলা ভাষায় লিখতে হবে। xyxy=(13,1778,175,1793)
table-row xyxy=(13,796,545,827)
row-value: ২৩/১১/২০১৫খ্রিঃ তারিখ বেলা ২:৩০ ঘটিকা পর্যন্ত সিনিয়র সহকারী সচিব (বাজেট), আইন ও বিচার বিভাগ, আইন, বিচার ও সংসদ বিষয়ক মন্ত্রণালয়, বাংলাদেশ সচিবালয়, ঢাকা-এর অফিস কক্ষে (ভবন-৪, কক্ষ নং-৭০৩) রক্ষিত দরপত্র বাক্সে। xyxy=(703,1749,929,1823)
row-number: ১. xyxy=(13,220,46,238)
tender-table xyxy=(13,220,545,900)
list-item: b. Technical Competence xyxy=(967,1984,1115,2000)
ad-fax: ফ্যাক্সঃ ০২-৮১৮৯৪২৫, ৮১৮৯৩৫৫ xyxy=(193,1319,365,1334)
signatory-title: National Project Director xyxy=(1315,2335,1460,2350)
separator: : xyxy=(747,691,752,708)
list-item: কলেজ পর্যায়েঃ xyxy=(13,1907,84,1922)
ad-programme: Rural Employment & Road Maintenance Programme-2 xyxy=(592,386,918,402)
ad-law-ministry-tender xyxy=(572,1256,938,2421)
row-number: ৭। xyxy=(582,1675,609,1749)
ad-website: www.dncrp.gov.bd xyxy=(223,1336,334,1351)
signature-block xyxy=(1368,1013,1498,1049)
row-value: ০৫.১১.২০১৫ তারিখ হতে। xyxy=(235,419,545,437)
